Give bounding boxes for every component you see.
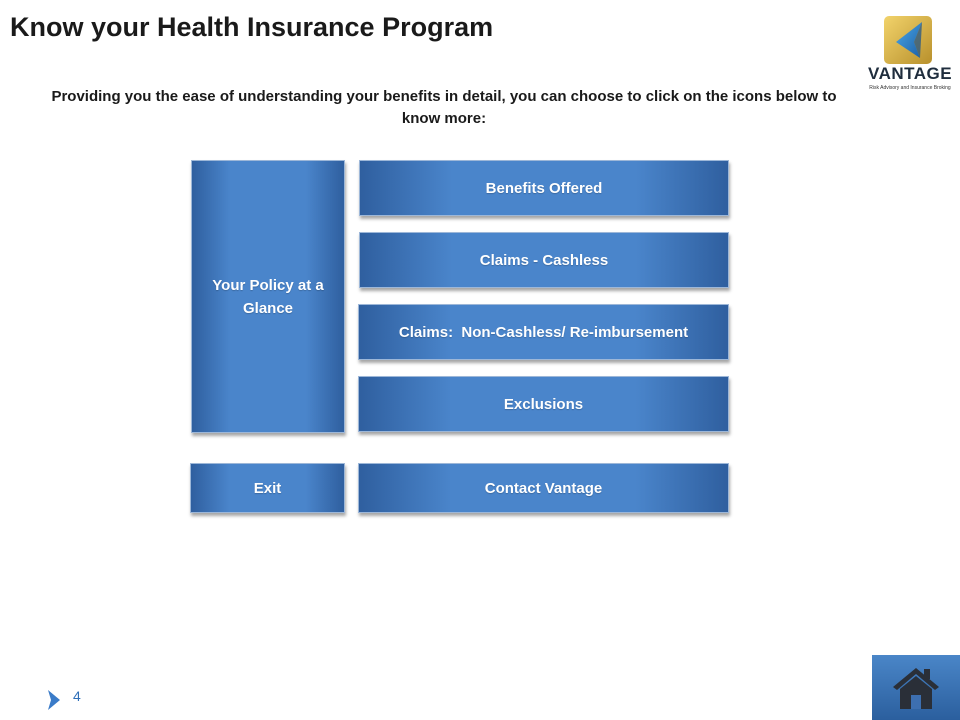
benefits-offered-button[interactable] <box>359 160 729 216</box>
benefits-offered-label: Benefits Offered <box>485 179 603 197</box>
policy-glance-label: Your Policy at a Glance <box>212 276 324 317</box>
claims-non-cashless-label: Claims: Non-Cashless/ Re-imbursement <box>398 323 689 341</box>
claims-cashless-label: Claims - Cashless <box>479 251 609 269</box>
contact-vantage-button[interactable] <box>358 463 729 513</box>
intro-text: Providing you the ease of understanding your benefits in detail, you can choose to click on the icons below to know more: <box>51 88 837 127</box>
vantage-logo <box>868 12 958 94</box>
slide-marker-icon <box>46 688 62 712</box>
exclusions-button[interactable] <box>358 376 729 432</box>
home-icon <box>891 665 941 711</box>
vantage-logo-icon <box>882 14 934 66</box>
exit-button[interactable] <box>190 463 345 513</box>
contact-vantage-label: Contact Vantage <box>484 479 603 497</box>
claims-cashless-button[interactable] <box>359 232 729 288</box>
exclusions-label: Exclusions <box>503 395 584 413</box>
policy-glance-button[interactable] <box>191 160 345 433</box>
logo-wordmark: VANTAGE <box>868 64 953 83</box>
home-button[interactable] <box>872 655 960 720</box>
page-title: Know your Health Insurance Program <box>10 12 494 42</box>
claims-non-cashless-button[interactable] <box>358 304 729 360</box>
page-number: 4 <box>73 688 81 704</box>
logo-tagline: Risk Advisory and Insurance Broking <box>869 85 951 91</box>
exit-label: Exit <box>253 479 282 497</box>
